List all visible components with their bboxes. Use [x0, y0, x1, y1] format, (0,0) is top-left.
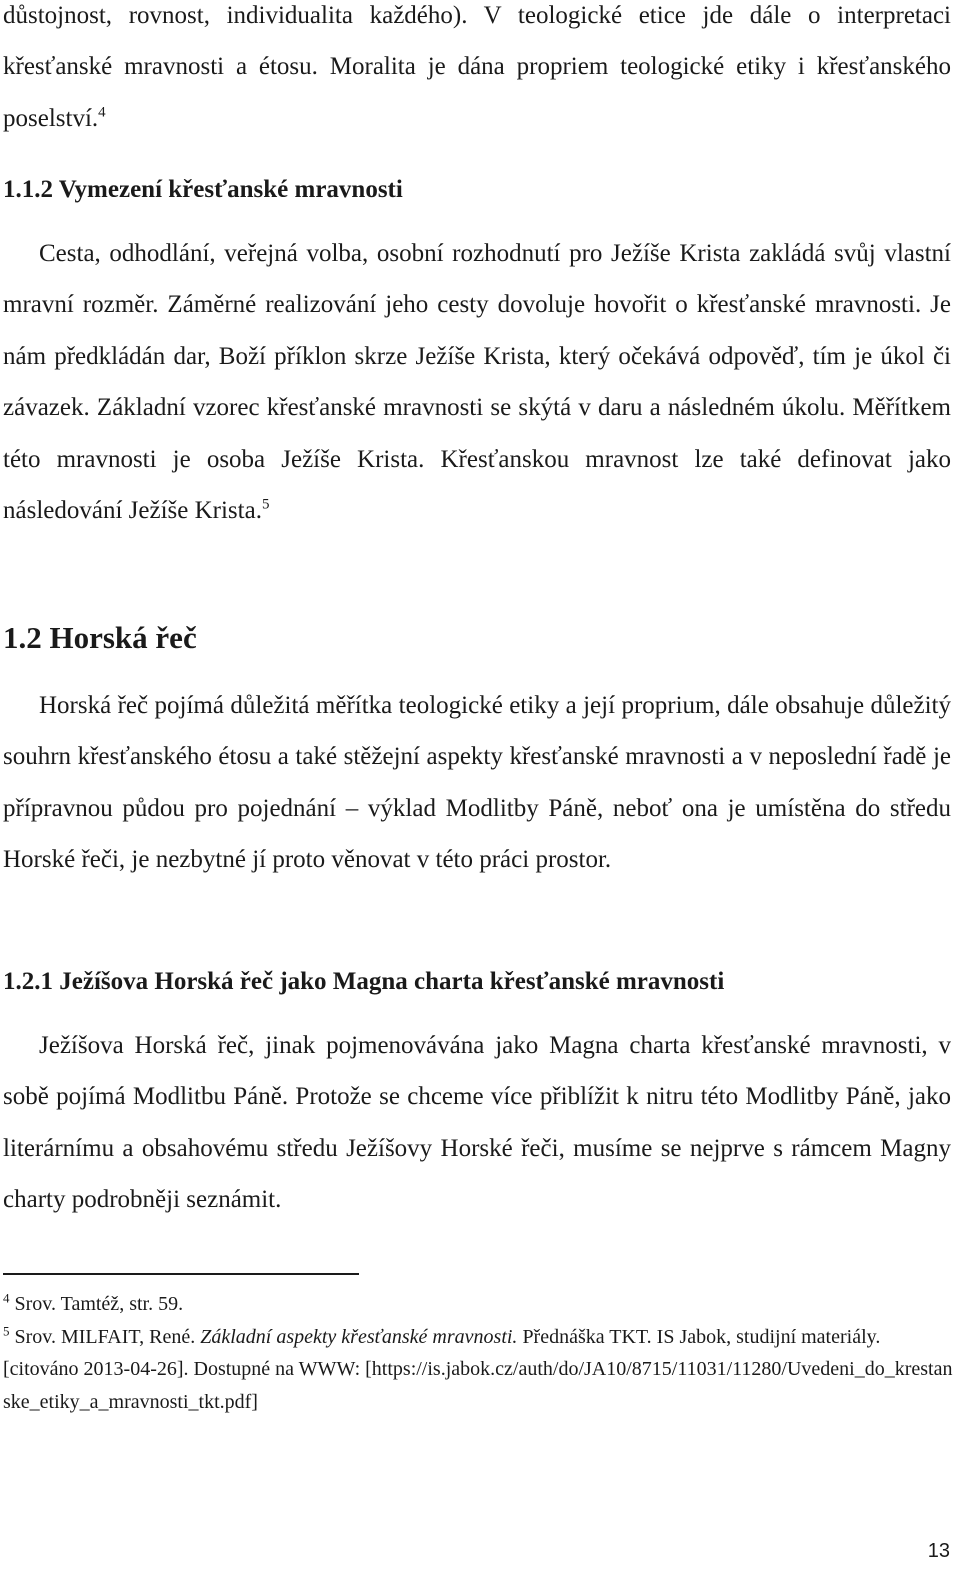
footnote-separator: [3, 1273, 359, 1275]
heading-1-2-1: 1.2.1 Ježíšova Horská řeč jako Magna charta křesťanské mravnosti: [3, 968, 725, 995]
heading-1-2: 1.2 Horská řeč: [3, 620, 197, 655]
footnote-5-url: [https://is.jabok.cz/auth/do/JA10/8715/11031/11280/Uvedeni_do_krestanske_etiky_a_mravnosti_tkt.pdf]: [3, 1358, 953, 1413]
page-number: 13: [927, 1540, 950, 1562]
footnote-5-title: Základní aspekty křesťanské mravnosti.: [200, 1325, 518, 1348]
footnote-4: $^4$ Srov. Tamtéž, str. 59.: [3, 1290, 184, 1315]
footnote-ref-4: 4: [98, 104, 106, 121]
footnote-ref-5: 5: [261, 496, 270, 513]
footnote-5: $^5$ Srov. MILFAIT, René. Základní aspekty křesťanské mravnosti. Přednáška TKT. IS Jabok, studijní materiály. [citováno 2013-04-26]. Dostupné na WWW: [https://is.jabok.cz/auth/do/JA10/8715/11031/11280/Uvedeni_do_krestanske_etiky_a_mravnosti_tkt.pdf]: [3, 1322, 953, 1413]
heading-1-1-2: 1.1.2 Vymezení křesťanské mravnosti: [3, 176, 403, 203]
paragraph-top: důstojnost, rovnost, individualita každého). V teologické etice jde dále o interpretaci křesťanské mravnosti a étosu. Moralita je dána propriem teologické etiky i křesťanského poselství.$^4$: [3, 2, 951, 132]
paragraph-1-2: Horská řeč pojímá důležitá měřítka teologické etiky a její proprium, dále obsahuje důležitý souhrn křesťanského étosu a také stěžejní aspekty křesťanské mravnosti a v neposlední řadě je přípravnou půdou pro pojednání – výklad Modlitby Páně, neboť ona je umístěna do středu Horské řeči, je nezbytné jí proto věnovat v této práci prostor.: [3, 692, 951, 874]
footnotes: [3, 1288, 953, 1418]
paragraph-1-2-1: Ježíšova Horská řeč, jinak pojmenovávána jako Magna charta křesťanské mravnosti, v sobě pojímá Modlitbu Páně. Protože se chceme více přiblížit k nitru této Modlitby Páně, jako literárnímu a obsahovému středu Ježíšovy Horské řeči, musíme se nejprve s rámcem Magny charty podrobněji seznámit.: [3, 1032, 951, 1214]
paragraph-1-1-2: Cesta, odhodlání, veřejná volba, osobní rozhodnutí pro Ježíše Krista zakládá svůj vlastní mravní rozměr. Záměrné realizování jeho cesty dovoluje hovořit o křesťanské mravnosti. Je nám předkládán dar, Boží příklon skrze Ježíše Krista, který očekává odpověď, tím je úkol či závazek. Základní vzorec křesťanské mravnosti se skýtá v daru a následném úkolu. Měřítkem této mravnosti je osoba Ježíše Krista. Křesťanskou mravnost lze také definovat jako následování Ježíše Krista.$^5$: [3, 240, 951, 525]
